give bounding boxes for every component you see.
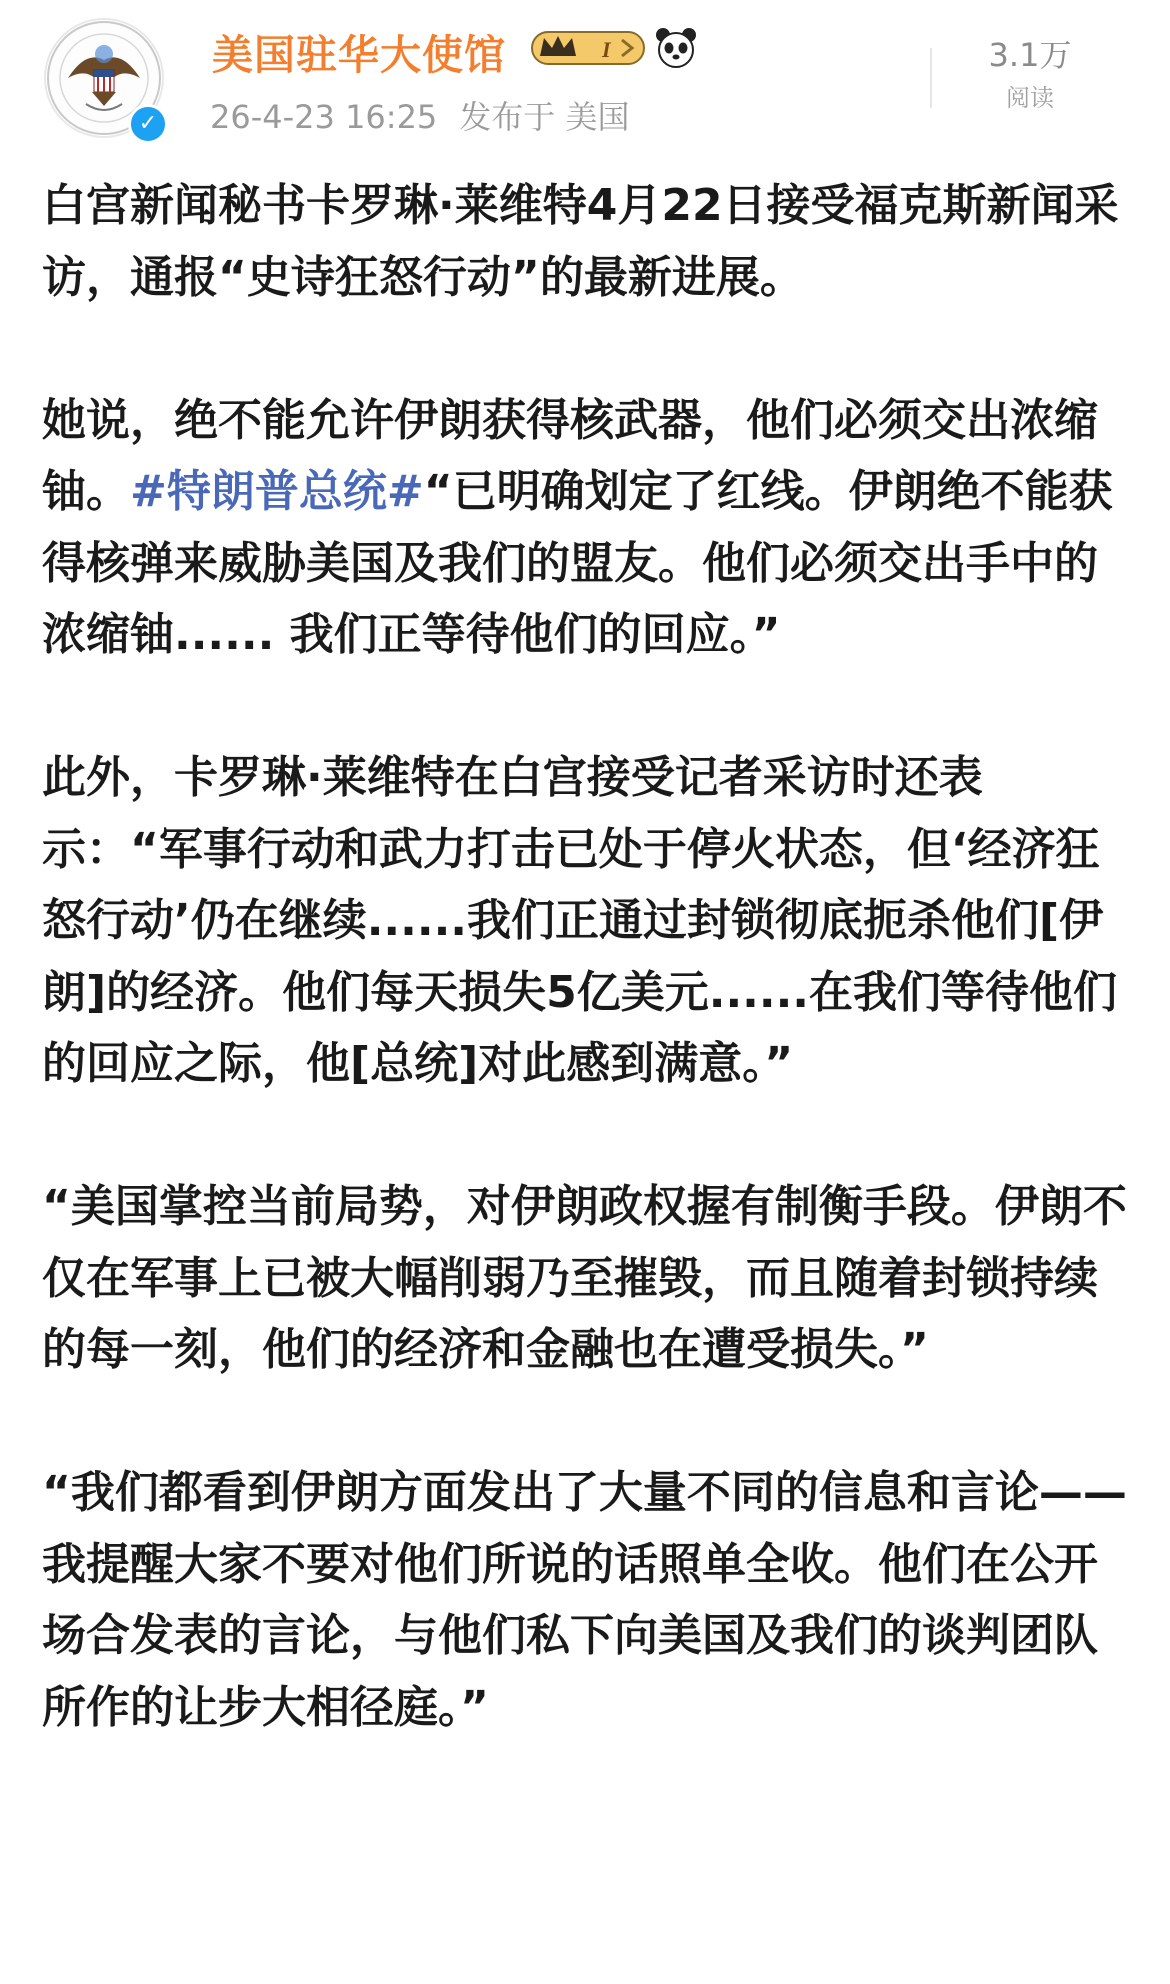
post-header bbox=[0, 0, 1170, 160]
paragraph-5: “我们都看到伊朗方面发出了大量不同的信息和言论——我提醒大家不要对他们所说的话照单全收。他们在公开场合发表的言论，与他们私下向美国及我们的谈判团队所作的让步大相径庭。” bbox=[42, 1467, 1127, 1733]
post-timestamp: 26-4-23 16:25 bbox=[210, 98, 438, 136]
topic-link[interactable]: #特朗普总统# bbox=[130, 466, 424, 517]
read-count bbox=[975, 30, 1085, 113]
user-badges[interactable] bbox=[530, 22, 698, 74]
header-divider bbox=[930, 48, 932, 108]
post-meta bbox=[210, 92, 629, 138]
read-count-label: 阅读 bbox=[1006, 84, 1054, 112]
crown-badge-icon bbox=[530, 26, 648, 70]
bottom-fade bbox=[0, 1958, 1170, 1984]
paragraph-2-text-b: “已明确划定了红线。伊朗绝不能获得核弹来威胁美国及我们的盟友。他们必须交出手中的浓缩铀...... 我们正等待他们的回应。” bbox=[42, 466, 1113, 660]
read-count-number: 3.1万 bbox=[988, 36, 1072, 74]
paragraph-4: “美国掌控当前局势，对伊朗政权握有制衡手段。伊朗不仅在军事上已被大幅削弱乃至摧毁，而且随着封锁持续的每一刻，他们的经济和金融也在遭受损失。” bbox=[42, 1181, 1127, 1375]
paragraph-3: 此外，卡罗琳·莱维特在白宫接受记者采访时还表示：“军事行动和武力打击已处于停火状态，但‘经济狂怒行动’仍在继续......我们正通过封锁彻底扼杀他们[伊朗]的经济。他们每天损失5亿美元......在我们等待他们的回应之际，他[总统]对此感到满意。” bbox=[42, 752, 1118, 1089]
paragraph-1: 白宫新闻秘书卡罗琳·莱维特4月22日接受福克斯新闻采访，通报“史诗狂怒行动”的最新进展。 bbox=[42, 180, 1119, 303]
panda-icon bbox=[654, 26, 698, 70]
paragraph-2-text-a: 她说，绝不能允许伊朗获得核武器，他们必须交出浓缩铀。 bbox=[42, 394, 1098, 517]
badge-level: I bbox=[602, 37, 611, 62]
verified-icon: ✓ bbox=[128, 104, 168, 144]
post-body bbox=[42, 170, 1132, 1815]
author-name[interactable]: 美国驻华大使馆 bbox=[212, 31, 506, 79]
post-location: 发布于 美国 bbox=[459, 98, 630, 136]
paragraph-2 bbox=[42, 385, 1132, 671]
